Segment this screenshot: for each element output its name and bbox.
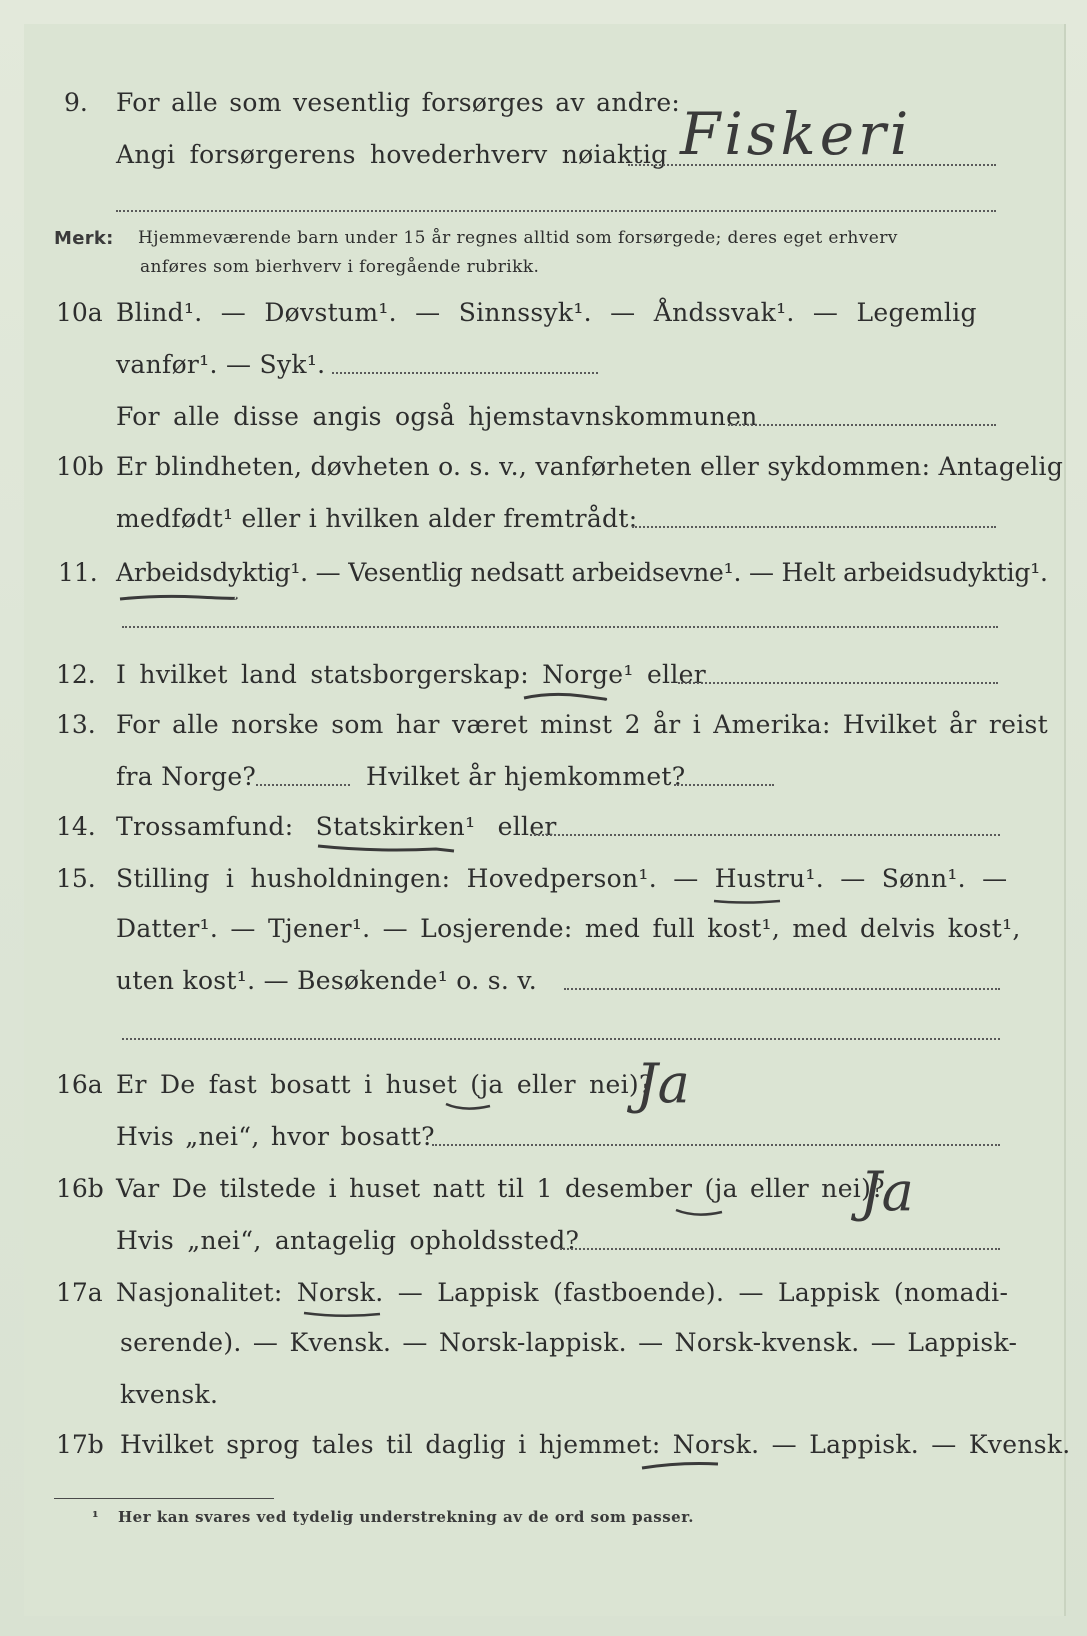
q11-underline-mark — [118, 592, 238, 606]
q17a-line3: kvensk. — [120, 1380, 219, 1409]
q17a-underline-mark — [302, 1308, 382, 1322]
q13-line2a: fra Norge? — [116, 762, 257, 791]
q15-number: 15. — [56, 864, 96, 893]
q13-reist-line — [256, 784, 350, 786]
q10b-line1: Er blindheten, døvheten o. s. v., vanførheten eller sykdommen: Antagelig — [116, 452, 1064, 481]
q10a-line2: vanfør¹. — Syk¹. — [116, 350, 326, 379]
q16a-bosatt-line — [432, 1144, 1000, 1146]
q13-hjemkommet-line — [674, 784, 774, 786]
merk-line1: Hjemmeværende barn under 15 år regnes alltid som forsørgede; deres eget erhverv — [138, 228, 898, 248]
q12-underline-mark — [522, 690, 606, 704]
footnote-mark: ¹ — [92, 1508, 100, 1526]
q10a-line1: Blind¹. — Døvstum¹. — Sinnssyk¹. — Åndssvak¹. — Legemlig — [116, 298, 977, 327]
q15-line2: Datter¹. — Tjener¹. — Losjerende: med full kost¹, med delvis kost¹, — [116, 914, 1021, 943]
q10a-hjemstavn-line — [728, 424, 996, 426]
q16a-handwritten-answer[interactable]: Ja — [636, 1052, 690, 1115]
q17a-line2: serende). — Kvensk. — Norsk-lappisk. — Norsk-kvensk. — Lappisk- — [120, 1328, 1018, 1357]
q11-extra-line — [122, 626, 998, 628]
q11-line1: Arbeidsdyktig¹. — Vesentlig nedsatt arbeidsevne¹. — Helt arbeidsudyktig¹. — [116, 558, 1048, 587]
q16b-line2: Hvis „nei“, antagelig opholdssted? — [116, 1226, 580, 1255]
q16b-underline-mark — [674, 1206, 724, 1220]
q14-number: 14. — [56, 812, 96, 841]
footnote-text: Her kan svares ved tydelig understrekning av de ord som passer. — [118, 1508, 694, 1526]
q10a-syk-line — [332, 372, 598, 374]
q10b-number: 10b — [56, 452, 104, 481]
q10b-alder-line — [632, 526, 996, 528]
q13-line2b: Hvilket år hjemkommet? — [366, 762, 686, 791]
q16b-handwritten-answer[interactable]: Ja — [860, 1160, 914, 1223]
merk-line2: anføres som bierhverv i foregående rubrikk. — [140, 257, 540, 277]
q15-line1: Stilling i husholdningen: Hovedperson¹. — Hustru¹. — Sønn¹. — — [116, 864, 1008, 893]
q17b-number: 17b — [56, 1430, 104, 1459]
q17b-underline-mark — [640, 1458, 720, 1472]
q16a-line2: Hvis „nei“, hvor bosatt? — [116, 1122, 435, 1151]
q12-line1: I hvilket land statsborgerskap: Norge¹ eller — [116, 660, 706, 689]
q11-number: 11. — [58, 558, 98, 587]
q10b-line2: medfødt¹ eller i hvilken alder fremtrådt: — [116, 504, 638, 533]
q17a-line1: Nasjonalitet: Norsk. — Lappisk (fastboende). — Lappisk (nomadi- — [116, 1278, 1009, 1307]
q12-land-line — [678, 682, 998, 684]
q15-underline-mark — [712, 896, 782, 908]
footnote-separator — [54, 1498, 274, 1499]
q12-number: 12. — [56, 660, 96, 689]
q9-handwritten-answer[interactable]: Fiskeri — [680, 100, 913, 168]
q16a-line1: Er De fast bosatt i huset (ja eller nei)? — [116, 1070, 653, 1099]
q16b-number: 16b — [56, 1174, 104, 1203]
q17b-line1: Hvilket sprog tales til daglig i hjemmet: Norsk. — Lappisk. — Kvensk. — [120, 1430, 1071, 1459]
q15-extra-line — [122, 1038, 1000, 1040]
q16b-line1: Var De tilstede i huset natt til 1 desember (ja eller nei)? — [116, 1174, 885, 1203]
q9-number: 9. — [64, 88, 88, 117]
q10a-number: 10a — [56, 298, 103, 327]
q16b-opholdssted-line — [560, 1248, 1000, 1250]
q17a-number: 17a — [56, 1278, 103, 1307]
merk-label: Merk: — [54, 228, 114, 249]
q14-trossamfund-line — [530, 834, 1000, 836]
q14-line1: Trossamfund: Statskirken¹ eller — [116, 812, 557, 841]
q15-line3: uten kost¹. — Besøkende¹ o. s. v. — [116, 966, 538, 995]
q9-line2: Angi forsørgerens hovederhverv nøiaktig — [116, 140, 668, 169]
q9-line1: For alle som vesentlig forsørges av andre: — [116, 88, 681, 117]
q15-stilling-line — [564, 988, 1000, 990]
q16a-underline-mark — [444, 1100, 492, 1114]
q14-underline-mark — [316, 842, 456, 858]
q13-line1: For alle norske som har været minst 2 år i Amerika: Hvilket år reist — [116, 710, 1049, 739]
q16a-number: 16a — [56, 1070, 103, 1099]
q13-number: 13. — [56, 710, 96, 739]
q10a-line3: For alle disse angis også hjemstavnskommunen — [116, 402, 758, 431]
q9-extra-line — [116, 210, 996, 212]
